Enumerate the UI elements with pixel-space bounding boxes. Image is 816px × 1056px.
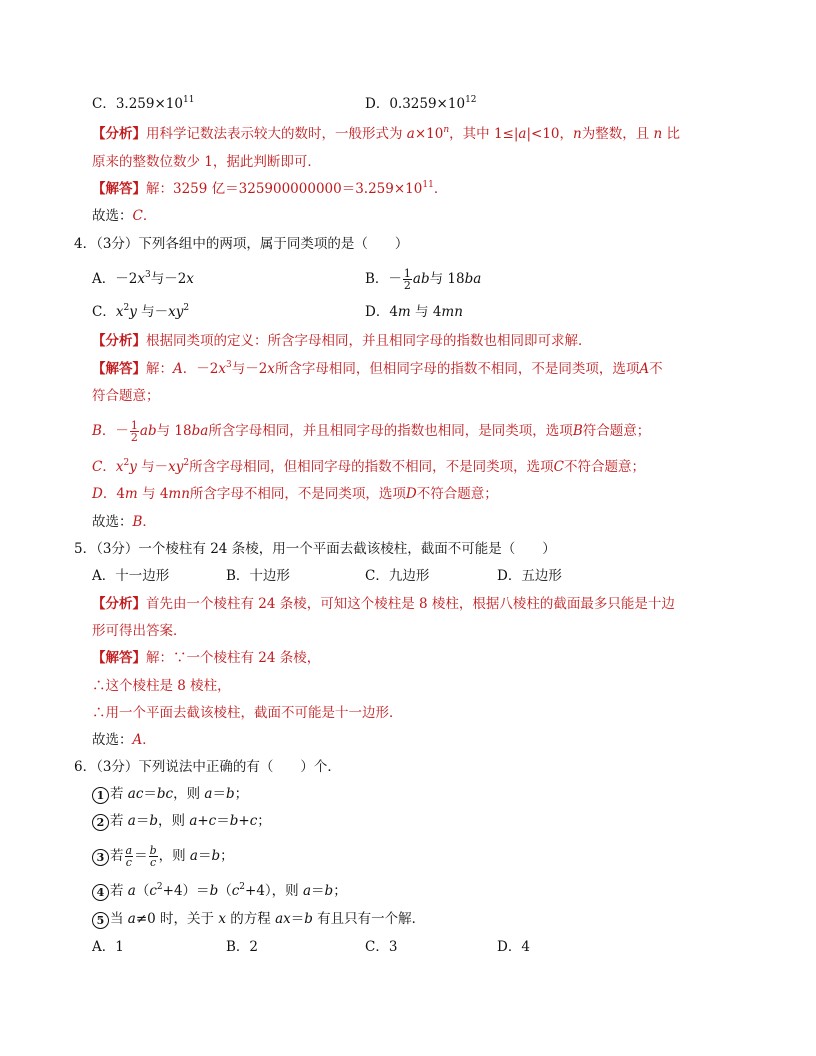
q5-option-a: A．十一边形 [92, 568, 170, 584]
q3-option-c: C．$3.259\times 10^{11}$ [92, 95, 195, 112]
q5-answer-line-3: ∴用一个平面去截该棱柱，截面不可能是十一边形． [92, 705, 403, 721]
fraction: $\frac{b}{c}$ [149, 844, 157, 869]
q5-answer-line-1: 【解答】解：∵一个棱柱有 24 条棱， [92, 650, 321, 666]
q6-statement-4: 4 若 $a(c^2+4)=b(c^2+4)$，则 a＝b； [92, 882, 347, 901]
q4-option-d: D．4m 与 4mn [365, 304, 463, 320]
circled-number: 3 [92, 849, 109, 866]
q4-stem: 4．（3分）下列各组中的两项，属于同类项的是（ ） [74, 236, 409, 252]
fraction: $\frac{1}{2}$ [130, 419, 138, 444]
q5-option-b: B．十边形 [226, 568, 290, 584]
q4-answer-b: B．－ $\frac{1}{2}$ ab与 18ba所含字母相同，并且相同字母的指数也相同，是同类项，选项B符合题意； [92, 419, 651, 444]
q3-option-d: D．$0.3259\times 10^{12}$ [365, 95, 477, 112]
q5-analysis-line-1: 【分析】首先由一个棱柱有 24 条棱，可知这个棱柱是 8 棱柱，根据八棱柱的截面最多只能是十边 [92, 596, 675, 612]
q6-option-d: D．4 [497, 939, 530, 955]
q5-stem: 5．（3分）一个棱柱有 24 条棱，用一个平面去截该棱柱，截面不可能是（ ） [74, 541, 556, 557]
circled-number: 4 [92, 884, 109, 901]
q3-analysis-line-2: 原来的整数位数少 1，据此判断即可． [92, 154, 321, 170]
fraction: $\frac{a}{c}$ [125, 844, 133, 869]
q4-answer-d: D．4m 与 4mn所含字母不相同，不是同类项，选项D不符合题意； [92, 486, 498, 502]
q6-statement-2: 2 若 a＝b，则 a+c＝b+c； [92, 812, 271, 831]
q4-answer-a-cont: 符合题意； [92, 388, 160, 404]
q5-analysis-line-2: 形可得出答案． [92, 623, 187, 639]
q6-statement-1: 1 若 ac＝bc，则 a＝b； [92, 785, 248, 804]
circled-number: 5 [92, 912, 109, 929]
q5-option-d: D．五边形 [497, 568, 562, 584]
q6-stem: 6．（3分）下列说法中正确的有（ ）个． [74, 759, 341, 775]
q3-choose: 故选：C． [92, 208, 157, 224]
q5-option-c: C．九边形 [365, 568, 430, 584]
q4-analysis: 【分析】根据同类项的定义：所含字母相同，并且相同字母的指数也相同即可求解． [92, 333, 592, 349]
q4-option-c: C．$x^2y$ 与$-xy^2$ [92, 303, 190, 320]
circled-number: 2 [92, 814, 109, 831]
fraction: $\frac{1}{2}$ [403, 267, 411, 292]
q6-statement-5: 5 当 a≠0 时，关于 x 的方程 ax＝b 有且只有一个解． [92, 910, 425, 929]
q6-option-b: B．2 [226, 939, 259, 955]
q6-option-c: C．3 [365, 939, 398, 955]
q4-option-a: A．$-2x^3$与－2x [92, 270, 194, 287]
circled-number: 1 [92, 787, 109, 804]
q5-choose: 故选：A． [92, 732, 156, 748]
q6-statement-3: 3 若 $\frac{a}{c}$ ＝ $\frac{b}{c}$ ，则 a＝b； [92, 837, 234, 875]
q6-option-a: A．1 [92, 939, 124, 955]
q3-answer: 【解答】解：3259 亿$=325900000000=3.259\times 10^{11}$． [92, 180, 448, 197]
q4-answer-c: C．$x^2y$ 与$-xy^2$所含字母相同，但相同字母的指数不相同，不是同类项，选项C不符合题意； [92, 458, 645, 475]
q5-answer-line-2: ∴这个棱柱是 8 棱柱， [92, 678, 231, 694]
q4-choose: 故选：B． [92, 514, 156, 530]
q4-answer-a: 【解答】解：A．$-2x^3$与－2x所含字母相同，但相同字母的指数不相同，不是同类项，选项A不 [92, 360, 663, 377]
q4-option-b: B．－ $\frac{1}{2}$ ab与 18ba [365, 267, 482, 292]
q3-analysis-line-1: 【分析】用科学记数法表示较大的数时，一般形式为 $a\times 10^n$，其中 1≤|a|<10，n为整数，且 n 比 [92, 125, 681, 142]
